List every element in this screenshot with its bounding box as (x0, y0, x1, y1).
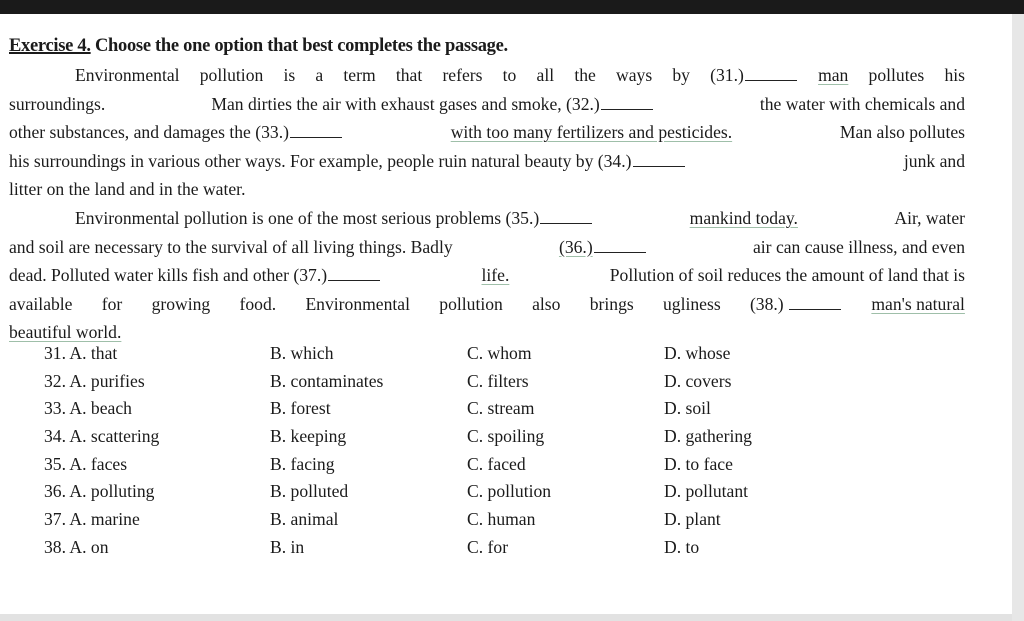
options-table (44, 340, 804, 562)
answer-blank-32[interactable] (601, 91, 653, 110)
right-margin (1012, 14, 1024, 621)
passage-text: Man dirties the air with exhaust gases and smoke, (32.) (211, 93, 600, 114)
option-c[interactable]: C. human (467, 509, 536, 530)
answer-blank-36[interactable] (594, 234, 646, 253)
option-b[interactable]: B. contaminates (270, 370, 384, 391)
passage-text: also (532, 293, 561, 314)
passage-line (9, 118, 965, 147)
passage-text: litter on the land and in the water. (9, 179, 246, 200)
gap-38 (750, 290, 842, 319)
option-d[interactable]: D. to face (664, 453, 733, 474)
option-d[interactable]: D. covers (664, 370, 732, 391)
option-c[interactable]: C. stream (467, 398, 535, 419)
passage-text: refers (442, 65, 483, 85)
passage-text: his surroundings in various other ways. For example, people ruin natural beauty by (34.) (9, 150, 632, 171)
passage-text: the water with chemicals and (759, 93, 965, 114)
passage-text: Man also pollutes (839, 122, 965, 143)
option-d[interactable]: D. soil (664, 398, 711, 419)
passage-text: a (315, 65, 324, 85)
bottom-margin (0, 614, 1012, 621)
passage-text: food. (239, 293, 277, 314)
gap-35 (75, 204, 593, 233)
passage-line (9, 290, 965, 319)
passage-text: is (283, 65, 296, 85)
passage-text: air can cause illness, and even (752, 236, 965, 257)
passage-text: term (343, 65, 376, 85)
gap-31 (710, 61, 798, 90)
option-row-34 (44, 423, 804, 451)
option-row-38 (44, 534, 804, 562)
exercise-number: Exercise 4. (9, 36, 91, 56)
passage-text: with too many fertilizers and pesticides. (450, 122, 733, 143)
exercise-heading (9, 36, 508, 57)
option-row-31 (44, 340, 804, 368)
passage-text: Environmental pollution is one of the most serious problems (35.) (75, 207, 540, 228)
question-number: (31.) (710, 65, 744, 85)
passage-text: available (9, 293, 73, 314)
option-c[interactable]: C. spoiling (467, 426, 545, 447)
passage-text: his (944, 65, 965, 85)
option-a[interactable]: 34. A. scattering (44, 426, 160, 447)
passage-text: pollution (439, 293, 503, 314)
passage-line (9, 233, 965, 262)
passage-text: Air, water (894, 207, 965, 228)
passage-text: man (818, 65, 849, 85)
passage-text: to (502, 65, 517, 85)
passage-text: Environmental (305, 293, 410, 314)
option-b[interactable]: B. keeping (270, 426, 347, 447)
passage-text: dead. Polluted water kills fish and other (37.) (9, 265, 328, 286)
option-b[interactable]: B. facing (270, 453, 335, 474)
passage-text: brings (589, 293, 634, 314)
option-c[interactable]: C. faced (467, 453, 526, 474)
passage-line (9, 147, 965, 176)
passage-text: life. (481, 265, 510, 286)
passage-line (9, 261, 965, 290)
option-b[interactable]: B. in (270, 536, 305, 557)
passage-line (9, 90, 965, 119)
passage-text: and soil are necessary to the survival of all living things. Badly (9, 236, 453, 257)
option-b[interactable]: B. forest (270, 398, 331, 419)
passage-text: pollution (199, 65, 264, 85)
passage-text: the (574, 65, 596, 85)
option-c[interactable]: C. pollution (467, 481, 552, 502)
option-a[interactable]: 38. A. on (44, 536, 109, 557)
option-c[interactable]: C. for (467, 536, 509, 557)
option-d[interactable]: D. pollutant (664, 481, 749, 502)
gap-36 (559, 233, 647, 262)
passage (9, 61, 965, 347)
option-a[interactable]: 35. A. faces (44, 453, 128, 474)
answer-blank-37[interactable] (328, 262, 380, 281)
answer-blank-34[interactable] (633, 148, 685, 167)
passage-text: that (395, 65, 423, 85)
passage-line (9, 204, 965, 233)
option-a[interactable]: 33. A. beach (44, 398, 132, 419)
option-a[interactable]: 37. A. marine (44, 509, 140, 530)
option-d[interactable]: D. to (664, 536, 700, 557)
passage-text: all (536, 65, 555, 85)
option-d[interactable]: D. whose (664, 343, 731, 363)
passage-text: junk and (903, 150, 965, 171)
gap-33 (9, 118, 343, 147)
option-d[interactable]: D. plant (664, 509, 721, 530)
answer-blank-38[interactable] (789, 291, 841, 310)
gap-37 (9, 261, 381, 290)
passage-text: pollutes (868, 65, 925, 85)
gap-32 (211, 90, 653, 119)
passage-line (9, 61, 965, 90)
passage-text: other substances, and damages the (33.) (9, 122, 289, 143)
option-a[interactable]: 31. A. that (44, 343, 118, 363)
option-d[interactable]: D. gathering (664, 426, 752, 447)
option-c[interactable]: C. filters (467, 370, 529, 391)
exercise-instruction: Choose the one option that best completes the passage. (94, 36, 508, 56)
passage-text: surroundings. (9, 93, 106, 114)
option-c[interactable]: C. whom (467, 343, 532, 363)
passage-text: mankind today. (689, 207, 798, 228)
option-a[interactable]: 32. A. purifies (44, 370, 145, 391)
option-row-36 (44, 478, 804, 506)
passage-text: man's natural (871, 293, 965, 314)
passage-line (9, 175, 965, 204)
top-dark-border (0, 0, 1024, 14)
answer-blank-33[interactable] (290, 119, 342, 138)
passage-text: growing (151, 293, 211, 314)
passage-text: beautiful world. (9, 322, 122, 343)
option-row-32 (44, 368, 804, 396)
option-b[interactable]: B. which (270, 343, 334, 363)
passage-text: Pollution of soil reduces the amount of land that is (609, 265, 965, 286)
answer-blank-31[interactable] (745, 62, 797, 81)
passage-text: ways (616, 65, 653, 85)
option-a[interactable]: 36. A. polluting (44, 481, 155, 502)
gap-34 (9, 147, 686, 176)
answer-blank-35[interactable] (540, 205, 592, 224)
question-number: (38.) (749, 293, 784, 314)
option-b[interactable]: B. animal (270, 509, 339, 530)
option-row-37 (44, 506, 804, 534)
option-b[interactable]: B. polluted (270, 481, 349, 502)
option-row-35 (44, 451, 804, 479)
passage-text: by (672, 65, 690, 85)
option-row-33 (44, 395, 804, 423)
question-number: (36.) (558, 236, 593, 257)
passage-text: Environmental (75, 65, 180, 85)
passage-text: for (101, 293, 123, 314)
passage-text: ugliness (663, 293, 721, 314)
